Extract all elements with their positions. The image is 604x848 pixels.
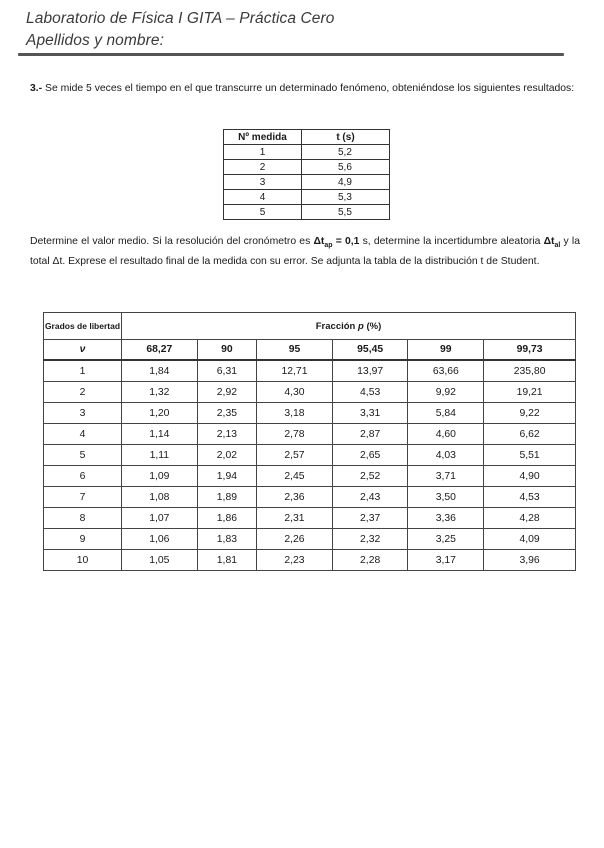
t-value-cell: 2,52 <box>332 466 408 487</box>
t-value-cell: 2,65 <box>332 445 408 466</box>
t-value-cell: 2,87 <box>332 424 408 445</box>
time-value-cell: 5,3 <box>302 190 390 205</box>
t-value-cell: 4,03 <box>408 445 484 466</box>
t-value-cell: 1,14 <box>122 424 198 445</box>
instructions-paragraph <box>30 234 580 269</box>
t-value-cell: 2,57 <box>257 445 333 466</box>
t-value-cell: 2,28 <box>332 550 408 571</box>
t-value-cell: 1,86 <box>197 508 256 529</box>
t-value-cell: 1,89 <box>197 487 256 508</box>
degrees-of-freedom-header: Grados de libertad <box>44 313 122 340</box>
t-value-cell: 2,45 <box>257 466 333 487</box>
problem-number: 3.- <box>30 83 43 94</box>
t-value-cell: 2,37 <box>332 508 408 529</box>
t-value-cell: 2,02 <box>197 445 256 466</box>
t-value-cell: 2,26 <box>257 529 333 550</box>
degrees-of-freedom-cell: 2 <box>44 382 122 403</box>
time-value-cell: 5,2 <box>302 145 390 160</box>
t-value-cell: 3,50 <box>408 487 484 508</box>
student-t-row <box>44 382 576 403</box>
header-divider <box>18 53 564 56</box>
instructions-part1: Determine el valor medio. Si la resolución del cronómetro es <box>30 236 314 247</box>
t-value-cell: 235,80 <box>484 360 576 382</box>
t-value-cell: 1,11 <box>122 445 198 466</box>
student-t-row <box>44 529 576 550</box>
t-value-cell: 9,22 <box>484 403 576 424</box>
t-value-cell: 19,21 <box>484 382 576 403</box>
t-value-cell: 2,32 <box>332 529 408 550</box>
student-t-row <box>44 487 576 508</box>
t-value-cell: 2,35 <box>197 403 256 424</box>
student-t-row <box>44 403 576 424</box>
t-value-cell: 3,17 <box>408 550 484 571</box>
t-value-cell: 13,97 <box>332 360 408 382</box>
measurement-number-cell: 1 <box>224 145 302 160</box>
t-value-cell: 4,53 <box>332 382 408 403</box>
probability-column-header: 95,45 <box>332 340 408 361</box>
t-value-cell: 1,20 <box>122 403 198 424</box>
t-value-cell: 2,13 <box>197 424 256 445</box>
document-title: Laboratorio de Física I GITA – Práctica Cero <box>26 10 335 27</box>
probability-column-header: 99 <box>408 340 484 361</box>
t-value-cell: 1,07 <box>122 508 198 529</box>
student-t-row <box>44 508 576 529</box>
problem-text: Se mide 5 veces el tiempo en el que transcurre un determinado fenómeno, obteniéndose los siguientes resultados: <box>45 83 575 94</box>
t-value-cell: 4,30 <box>257 382 333 403</box>
fraction-header: Fracción p (%) <box>122 313 576 340</box>
time-value-cell: 5,6 <box>302 160 390 175</box>
t-value-cell: 5,51 <box>484 445 576 466</box>
measurement-row <box>224 205 390 220</box>
t-value-cell: 2,23 <box>257 550 333 571</box>
t-value-cell: 1,84 <box>122 360 198 382</box>
probability-column-header: 95 <box>257 340 333 361</box>
t-value-cell: 3,25 <box>408 529 484 550</box>
probability-column-header: 99,73 <box>484 340 576 361</box>
measurement-number-header: Nº medida <box>224 130 302 145</box>
degrees-of-freedom-cell: 8 <box>44 508 122 529</box>
measurement-row <box>224 190 390 205</box>
t-value-cell: 3,18 <box>257 403 333 424</box>
t-value-cell: 4,09 <box>484 529 576 550</box>
probability-column-header: 68,27 <box>122 340 198 361</box>
delta-t-al: $\Delta t_{al}$ <box>543 236 561 250</box>
t-value-cell: 2,43 <box>332 487 408 508</box>
time-value-cell: 4,9 <box>302 175 390 190</box>
measurement-number-cell: 4 <box>224 190 302 205</box>
t-value-cell: 6,62 <box>484 424 576 445</box>
degrees-of-freedom-cell: 7 <box>44 487 122 508</box>
t-value-cell: 1,05 <box>122 550 198 571</box>
t-value-cell: 3,96 <box>484 550 576 571</box>
probability-column-header: 90 <box>197 340 256 361</box>
time-header: t (s) <box>302 130 390 145</box>
t-value-cell: 1,83 <box>197 529 256 550</box>
problem-statement <box>30 81 578 96</box>
t-value-cell: 1,32 <box>122 382 198 403</box>
t-value-cell: 3,71 <box>408 466 484 487</box>
measurements-header-row <box>224 130 390 145</box>
measurement-row <box>224 175 390 190</box>
instructions-part3: y la total Δt. Exprese el resultado final de la medida con su error. Se adjunta la tabla de la distribución t de Student. <box>30 236 580 267</box>
nu-header: ν <box>44 340 122 361</box>
name-field-label: Apellidos y nombre: <box>26 32 165 49</box>
t-value-cell: 4,90 <box>484 466 576 487</box>
time-value-cell: 5,5 <box>302 205 390 220</box>
student-t-row <box>44 445 576 466</box>
t-value-cell: 1,09 <box>122 466 198 487</box>
t-value-cell: 2,36 <box>257 487 333 508</box>
degrees-of-freedom-cell: 1 <box>44 360 122 382</box>
t-value-cell: 4,53 <box>484 487 576 508</box>
degrees-of-freedom-cell: 10 <box>44 550 122 571</box>
t-value-cell: 4,60 <box>408 424 484 445</box>
t-value-cell: 9,92 <box>408 382 484 403</box>
student-t-row <box>44 424 576 445</box>
t-value-cell: 1,06 <box>122 529 198 550</box>
measurement-row <box>224 160 390 175</box>
t-value-cell: 1,81 <box>197 550 256 571</box>
degrees-of-freedom-cell: 9 <box>44 529 122 550</box>
t-value-cell: 2,31 <box>257 508 333 529</box>
t-value-cell: 63,66 <box>408 360 484 382</box>
student-header-row-1 <box>44 313 576 340</box>
measurement-number-cell: 3 <box>224 175 302 190</box>
delta-t-ap: $\Delta t_{ap} = 0,1$ <box>313 236 360 250</box>
t-value-cell: 1,94 <box>197 466 256 487</box>
t-value-cell: 3,31 <box>332 403 408 424</box>
t-value-cell: 2,92 <box>197 382 256 403</box>
t-value-cell: 5,84 <box>408 403 484 424</box>
student-header-row-2 <box>44 340 576 361</box>
t-value-cell: 2,78 <box>257 424 333 445</box>
student-t-row <box>44 360 576 382</box>
degrees-of-freedom-cell: 5 <box>44 445 122 466</box>
student-t-table <box>43 312 576 571</box>
measurement-number-cell: 2 <box>224 160 302 175</box>
degrees-of-freedom-cell: 3 <box>44 403 122 424</box>
t-value-cell: 6,31 <box>197 360 256 382</box>
measurement-row <box>224 145 390 160</box>
instructions-part2: s, determine la incertidumbre aleatoria <box>359 236 544 247</box>
student-t-row <box>44 466 576 487</box>
degrees-of-freedom-cell: 6 <box>44 466 122 487</box>
document-header <box>26 8 566 52</box>
measurement-number-cell: 5 <box>224 205 302 220</box>
t-value-cell: 12,71 <box>257 360 333 382</box>
t-value-cell: 4,28 <box>484 508 576 529</box>
t-value-cell: 1,08 <box>122 487 198 508</box>
degrees-of-freedom-cell: 4 <box>44 424 122 445</box>
measurements-table <box>223 129 390 220</box>
student-t-row <box>44 550 576 571</box>
t-value-cell: 3,36 <box>408 508 484 529</box>
